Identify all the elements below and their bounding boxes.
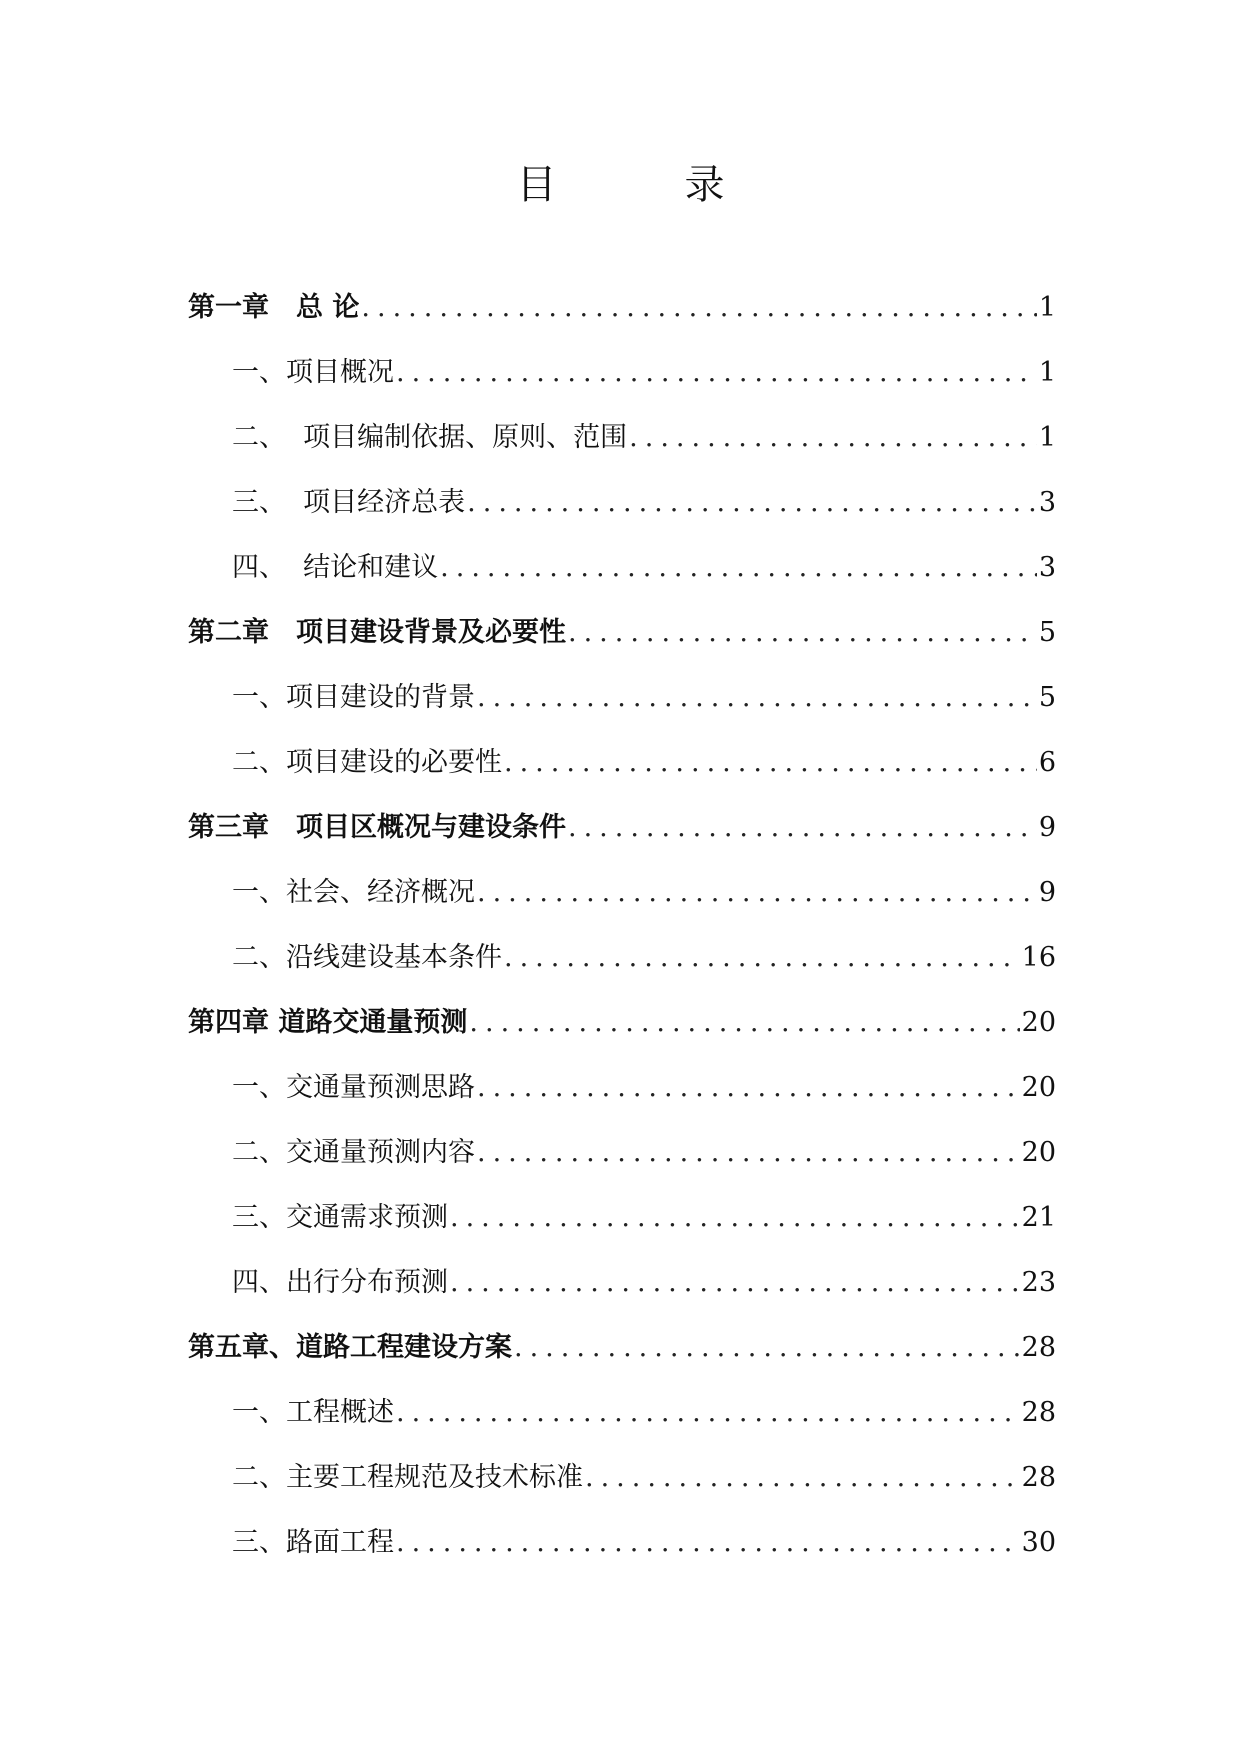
toc-page-number: 5: [1038, 617, 1056, 648]
toc-entry-title: 一、社会、经济概况: [232, 877, 475, 908]
toc-dot-leader: [467, 470, 1037, 535]
toc-page-number: 20: [1021, 1072, 1056, 1103]
toc-page-number: 3: [1038, 487, 1056, 518]
toc-chapter-entry[interactable]: [188, 795, 1056, 860]
toc-entry-title: 一、交通量预测思路: [232, 1072, 475, 1103]
toc-page-number: 16: [1021, 942, 1056, 973]
toc-chapter-entry[interactable]: [188, 1315, 1056, 1380]
toc-section-entry[interactable]: [188, 925, 1056, 990]
toc-section-entry[interactable]: [188, 1445, 1056, 1510]
toc-entry-title: 二、主要工程规范及技术标准: [232, 1462, 583, 1493]
toc-entry-title: 三、交通需求预测: [232, 1202, 448, 1233]
toc-section-entry[interactable]: [188, 1055, 1056, 1120]
toc-entry-title: 一、项目概况: [232, 357, 394, 388]
toc-section-entry[interactable]: [188, 1380, 1056, 1445]
toc-entry-title: 二、沿线建设基本条件: [232, 942, 502, 973]
toc-dot-leader: [568, 795, 1037, 860]
toc-dot-leader: [450, 1250, 1020, 1315]
toc-dot-leader: [504, 925, 1020, 990]
toc-chapter-entry[interactable]: [188, 990, 1056, 1055]
toc-section-entry[interactable]: [188, 665, 1056, 730]
toc-page-number: 1: [1038, 357, 1056, 388]
toc-entry-title: 第一章 总 论: [188, 292, 360, 323]
toc-dot-leader: [629, 405, 1037, 470]
toc-dot-leader: [477, 1055, 1020, 1120]
toc-section-entry[interactable]: [188, 730, 1056, 795]
toc-entry-title: 三、 项目经济总表: [232, 487, 466, 518]
toc-page-number: 3: [1038, 552, 1056, 583]
toc-section-entry[interactable]: [188, 340, 1056, 405]
toc-dot-leader: [568, 600, 1037, 665]
toc-section-entry[interactable]: [188, 1120, 1056, 1185]
toc-dot-leader: [396, 1380, 1020, 1445]
toc-entry-title: 一、工程概述: [232, 1397, 394, 1428]
toc-section-entry[interactable]: [188, 1250, 1056, 1315]
toc-dot-leader: [396, 1510, 1020, 1575]
toc-dot-leader: [504, 730, 1037, 795]
toc-page-number: 5: [1038, 682, 1056, 713]
toc-dot-leader: [514, 1315, 1020, 1380]
toc-page-number: 20: [1021, 1007, 1056, 1038]
toc-dot-leader: [469, 990, 1019, 1055]
toc-title-char-1: 目: [516, 162, 557, 208]
toc-entry-title: 二、交通量预测内容: [232, 1137, 475, 1168]
toc-entry-title: 二、 项目编制依据、原则、范围: [232, 422, 628, 453]
toc-dot-leader: [477, 665, 1037, 730]
toc-dot-leader: [477, 860, 1037, 925]
toc-chapter-entry[interactable]: [188, 275, 1056, 340]
toc-title-char-2: 录: [684, 162, 725, 208]
toc-entry-title: 一、项目建设的背景: [232, 682, 475, 713]
toc-section-entry[interactable]: [188, 860, 1056, 925]
toc-section-entry[interactable]: [188, 535, 1056, 600]
toc-dot-leader: [361, 275, 1036, 340]
toc-entry-title: 四、出行分布预测: [232, 1267, 448, 1298]
toc-chapter-entry[interactable]: [188, 600, 1056, 665]
toc-entry-title: 第四章 道路交通量预测: [188, 1007, 468, 1038]
toc-page-number: 9: [1038, 877, 1056, 908]
toc-section-entry[interactable]: [188, 405, 1056, 470]
toc-entry-title: 第五章、道路工程建设方案: [188, 1332, 512, 1363]
toc-dot-leader: [585, 1445, 1020, 1510]
toc-page-number: 21: [1021, 1202, 1056, 1233]
toc-page-number: 20: [1021, 1137, 1056, 1168]
toc-dot-leader: [477, 1120, 1020, 1185]
toc-page-number: 28: [1021, 1397, 1056, 1428]
toc-list: [188, 275, 1056, 1575]
toc-page-number: 6: [1038, 747, 1056, 778]
toc-dot-leader: [396, 340, 1037, 405]
toc-entry-title: 二、项目建设的必要性: [232, 747, 502, 778]
toc-section-entry[interactable]: [188, 1510, 1056, 1575]
toc-page-number: 28: [1021, 1462, 1056, 1493]
toc-page-number: 1: [1038, 292, 1056, 323]
toc-page-number: 1: [1038, 422, 1056, 453]
toc-entry-title: 三、路面工程: [232, 1527, 394, 1558]
toc-page-number: 9: [1038, 812, 1056, 843]
toc-title: [0, 158, 1241, 212]
toc-page-number: 23: [1021, 1267, 1056, 1298]
toc-section-entry[interactable]: [188, 470, 1056, 535]
toc-entry-title: 第二章 项目建设背景及必要性: [188, 617, 566, 648]
toc-section-entry[interactable]: [188, 1185, 1056, 1250]
toc-dot-leader: [450, 1185, 1020, 1250]
toc-dot-leader: [440, 535, 1037, 600]
toc-page-number: 28: [1021, 1332, 1056, 1363]
toc-entry-title: 四、 结论和建议: [232, 552, 439, 583]
toc-page-number: 30: [1021, 1527, 1056, 1558]
toc-entry-title: 第三章 项目区概况与建设条件: [188, 812, 566, 843]
